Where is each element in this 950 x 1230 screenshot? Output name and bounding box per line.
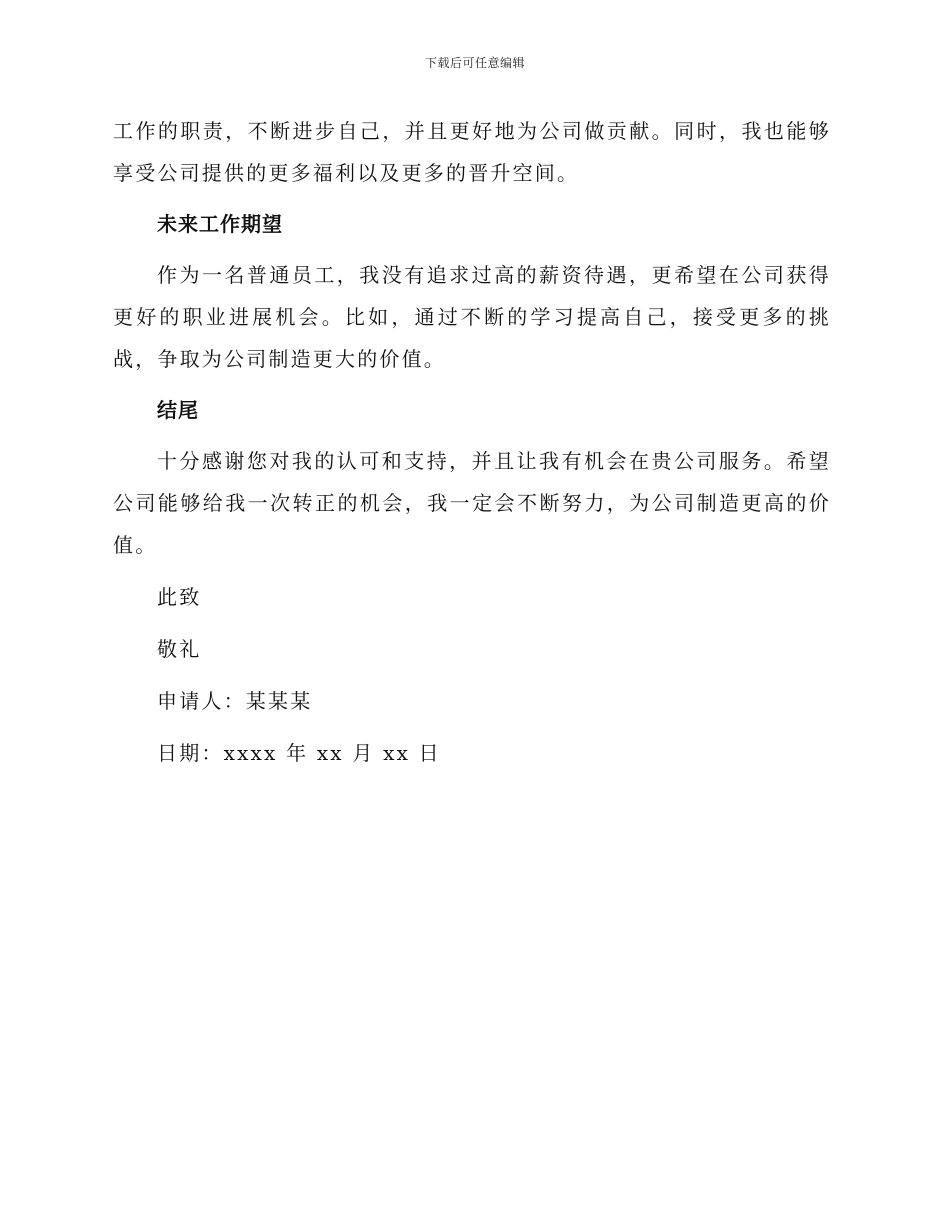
section-heading-conclusion: 结尾 [157, 398, 199, 422]
paragraph-continued: 工作的职责，不断进步自己，并且更好地为公司做贡献。同时，我也能够享受公司提供的更多福利以及更多的晋升空间。 [113, 119, 831, 185]
signature-date: 日期：xxxx 年 xx 月 xx 日 [157, 741, 441, 765]
page-header: 下载后可任意编辑 [424, 56, 525, 70]
applicant-name: 申请人：某某某 [157, 689, 313, 713]
closing-salutation: 此致 [157, 585, 202, 609]
section-heading-future-expectations: 未来工作期望 [157, 212, 283, 236]
paragraph-conclusion: 十分感谢您对我的认可和支持，并且让我有机会在贵公司服务。希望公司能够给我一次转正的机会，我一定会不断努力，为公司制造更高的价值。 [113, 449, 831, 557]
closing-regards: 敬礼 [157, 637, 202, 661]
document-body [113, 110, 831, 774]
paragraph-future-expectations: 作为一名普通员工，我没有追求过高的薪资待遇，更希望在公司获得更好的职业进展机会。比如，通过不断的学习提高自己，接受更多的挑战，争取为公司制造更大的价值。 [113, 263, 831, 371]
